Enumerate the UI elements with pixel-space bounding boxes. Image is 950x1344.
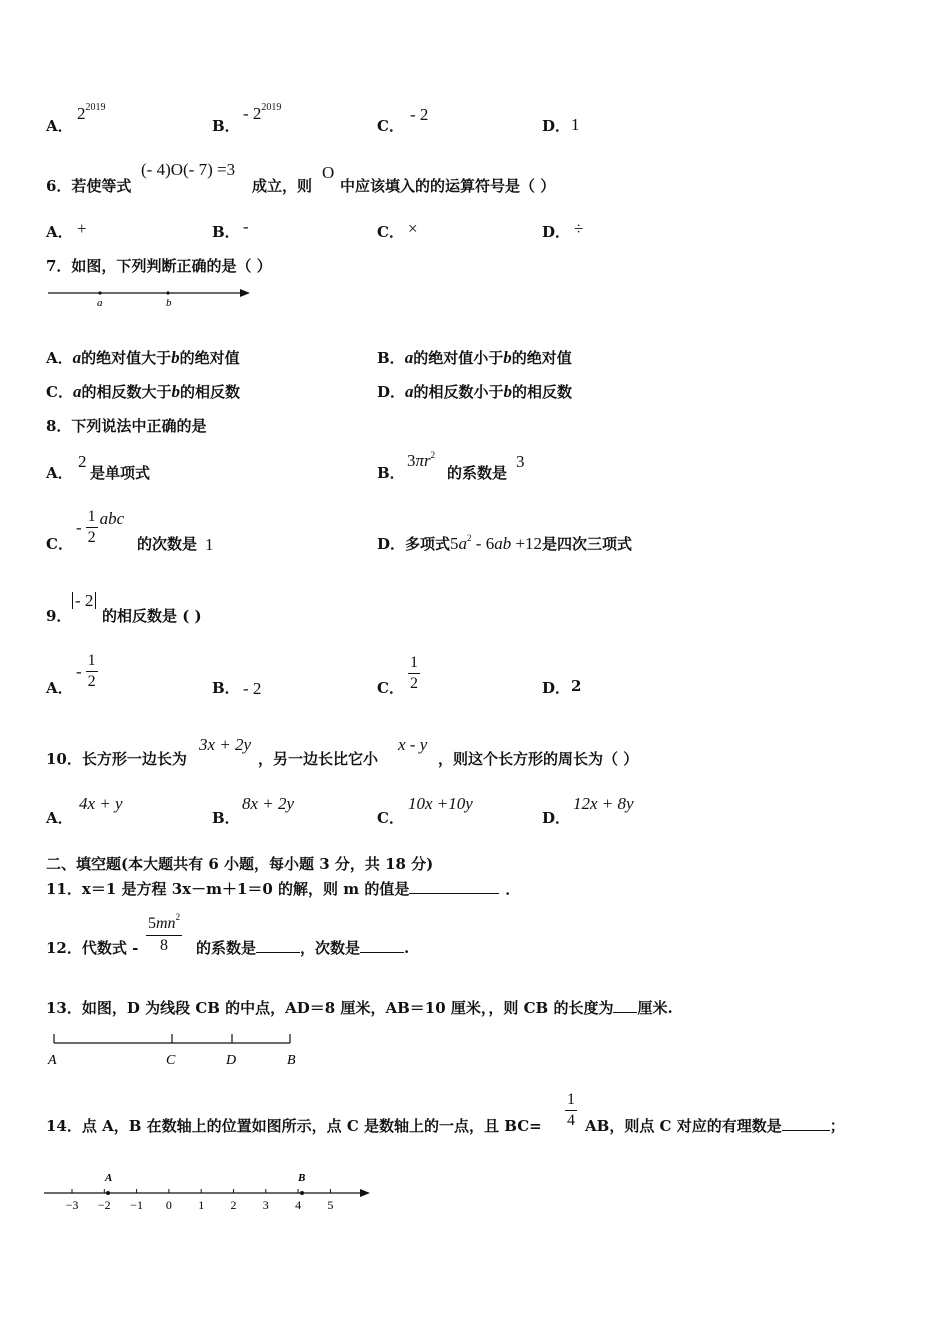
q9-option-b-value: - 2 [243,679,262,698]
q9-option-d-label: D． [542,679,571,697]
q14-tick-label: 2 [230,1198,237,1212]
q13-label-b: B [287,1053,296,1068]
q10-expr-1: 3x + 2y [199,735,252,754]
q6-option-c-label: C． [377,223,404,241]
q10-option-c-label: C． [377,809,404,827]
q8-option-c-math: - $\frac{1}{2}$ abc [76,508,125,546]
q7-label-b: b [166,297,172,309]
q13-label-c: C [166,1053,176,1068]
q7-point-b [166,291,169,294]
q8-option-b-text: 的系数是 [447,464,508,482]
q8-option-a-label: A． [46,464,73,482]
q9-option-a-math: - $\frac{1}{2}$ [76,652,96,690]
q12-coefficient-blank[interactable] [256,938,300,953]
q13-answer-blank[interactable] [613,998,637,1013]
q14-suffix: AB，则点 C 对应的有理数是 ； [585,1117,845,1135]
q7-label-a: a [97,297,103,309]
q14-tick-label: −1 [130,1198,143,1212]
q7-option-a: A．a的绝对值大于b的绝对值 [46,348,240,367]
q6-option-b-label: B． [212,223,240,241]
q10-mid: ，另一边长比它小 [258,750,379,768]
q12-rest: 的系数是 ，次数是 . [196,939,410,957]
q8-option-b-label: B． [377,464,405,482]
q13-label-d: D [226,1053,237,1068]
q14-point-a [106,1191,110,1195]
q13-segment-diagram [46,1028,306,1070]
arrow-right-icon [240,289,250,297]
q5-option-c-label: C． [377,117,404,135]
q6-option-a-label: A． [46,223,73,241]
q10-option-a-label: A． [46,809,73,827]
q5-option-b-label: B． [212,117,240,135]
q14-number-line [42,1168,372,1214]
q14-label-b: B [298,1172,306,1184]
q10-option-d-label: D． [542,809,571,827]
q6-option-b-value: - [243,217,249,236]
q14-answer-blank[interactable] [782,1116,830,1131]
q14-tick-label: −3 [65,1198,79,1212]
q6-prefix: 6．若使等式 [46,177,132,195]
q10-option-c-value: 10x +10y [408,794,473,813]
q7-point-a [98,291,101,294]
q10-expr-2: x - y [398,735,428,754]
q6-option-c-value: × [408,219,418,238]
q14-label-a: A [105,1172,113,1184]
q5-option-d-label: D． [542,117,571,135]
q10-option-a-value: 4x + y [79,794,123,813]
q6-equation: (- 4)O(- 7) =3 [141,160,236,179]
q14-prefix: 14．点 A，B 在数轴上的位置如图所示，点 C 是数轴上的一点，且 BC= [46,1117,542,1135]
q6-option-d-label: D． [542,223,571,241]
q10-suffix: ，则这个长方形的周长为（ ） [438,750,639,768]
q8-option-c-label: C． [46,535,73,553]
q7-option-c: C．a的相反数大于b的相反数 [46,382,240,401]
arrow-right-icon [360,1189,370,1197]
q7-stem: 7．如图，下列判断正确的是（ ） [46,257,272,275]
question-11: 11．x＝1 是方程 3x－m＋1＝0 的解，则 m 的值是 ． [46,880,521,898]
q6-suffix: 中应该填入的的运算符号是（ ） [340,177,556,195]
q9-option-d-value: 2 [571,677,582,695]
q5-option-a-math: $2^{2019}$ [77,102,106,123]
q6-option-d-value: ÷ [574,219,584,238]
q8-option-a-text: 是单项式 [90,464,151,482]
q14-tick-label: −2 [97,1198,111,1212]
q6-mid: 成立，则 [252,177,313,195]
q7-number-line [46,284,256,310]
q5-option-b-math: - $2^{2019}$ [243,102,282,123]
q14-tick-label: 0 [165,1198,172,1212]
q9-stem: 的相反数是 ( ) [102,607,202,625]
q12-degree-blank[interactable] [360,938,404,953]
q9-option-c-math: $\frac{1}{2}$ [410,654,418,692]
q14-tick-label: 1 [198,1198,205,1212]
q7-option-b: B．a的绝对值小于b的绝对值 [377,348,572,367]
q12-fraction: $\frac{5mn^2}{8}$ [148,912,181,954]
q9-option-c-label: C． [377,679,404,697]
q8-option-c-value: 1 [205,535,214,554]
q14-fraction: $\frac{1}{4}$ [567,1091,575,1129]
q8-stem: 8．下列说法中正确的是 [46,417,207,435]
q9-option-b-label: B． [212,679,240,697]
q14-point-b [300,1191,304,1195]
q8-option-b-value: 3 [516,452,525,471]
q7-option-d: D．a的相反数小于b的相反数 [377,382,573,401]
q14-tick-label: 4 [295,1198,302,1212]
q10-option-d-value: 12x + 8y [573,794,634,813]
q6-option-a-value: + [77,219,87,238]
q5-option-a-label: A． [46,117,73,135]
q13-label-a: A [48,1053,57,1068]
q14-tick-label: 3 [262,1198,269,1212]
q8-option-c-text: 的次数是 [137,535,198,553]
q8-option-b-math: $3\pi r^2$ [407,450,436,470]
q9-option-a-label: A． [46,679,73,697]
q5-option-d-math: 1 [571,115,580,134]
section-2-title: 二、填空题(本大题共有 6 小题，每小题 3 分，共 18 分) [46,855,434,873]
q11-answer-blank[interactable] [409,879,499,894]
q5-option-c-math: - 2 [410,105,429,124]
q10-prefix: 10．长方形一边长为 [46,750,187,768]
q14-tick-label: 5 [327,1198,334,1212]
q9-absolute-value: - 2 [72,592,96,609]
q12-prefix: 12．代数式 - [46,939,139,957]
q8-option-d: D．多项式$5a^2 - 6ab +12$是四次三项式 [377,533,633,553]
q10-option-b-value: 8x + 2y [242,794,295,813]
q6-circle: O [322,163,335,182]
q10-option-b-label: B． [212,809,240,827]
q9-prefix: 9． [46,607,72,625]
q8-option-a-math: 2 [78,452,87,471]
q13-text: 13．如图，D 为线段 CB 的中点，AD＝8 厘米，AB＝10 厘米，，则 CB 的长度为 厘米. [46,999,673,1017]
